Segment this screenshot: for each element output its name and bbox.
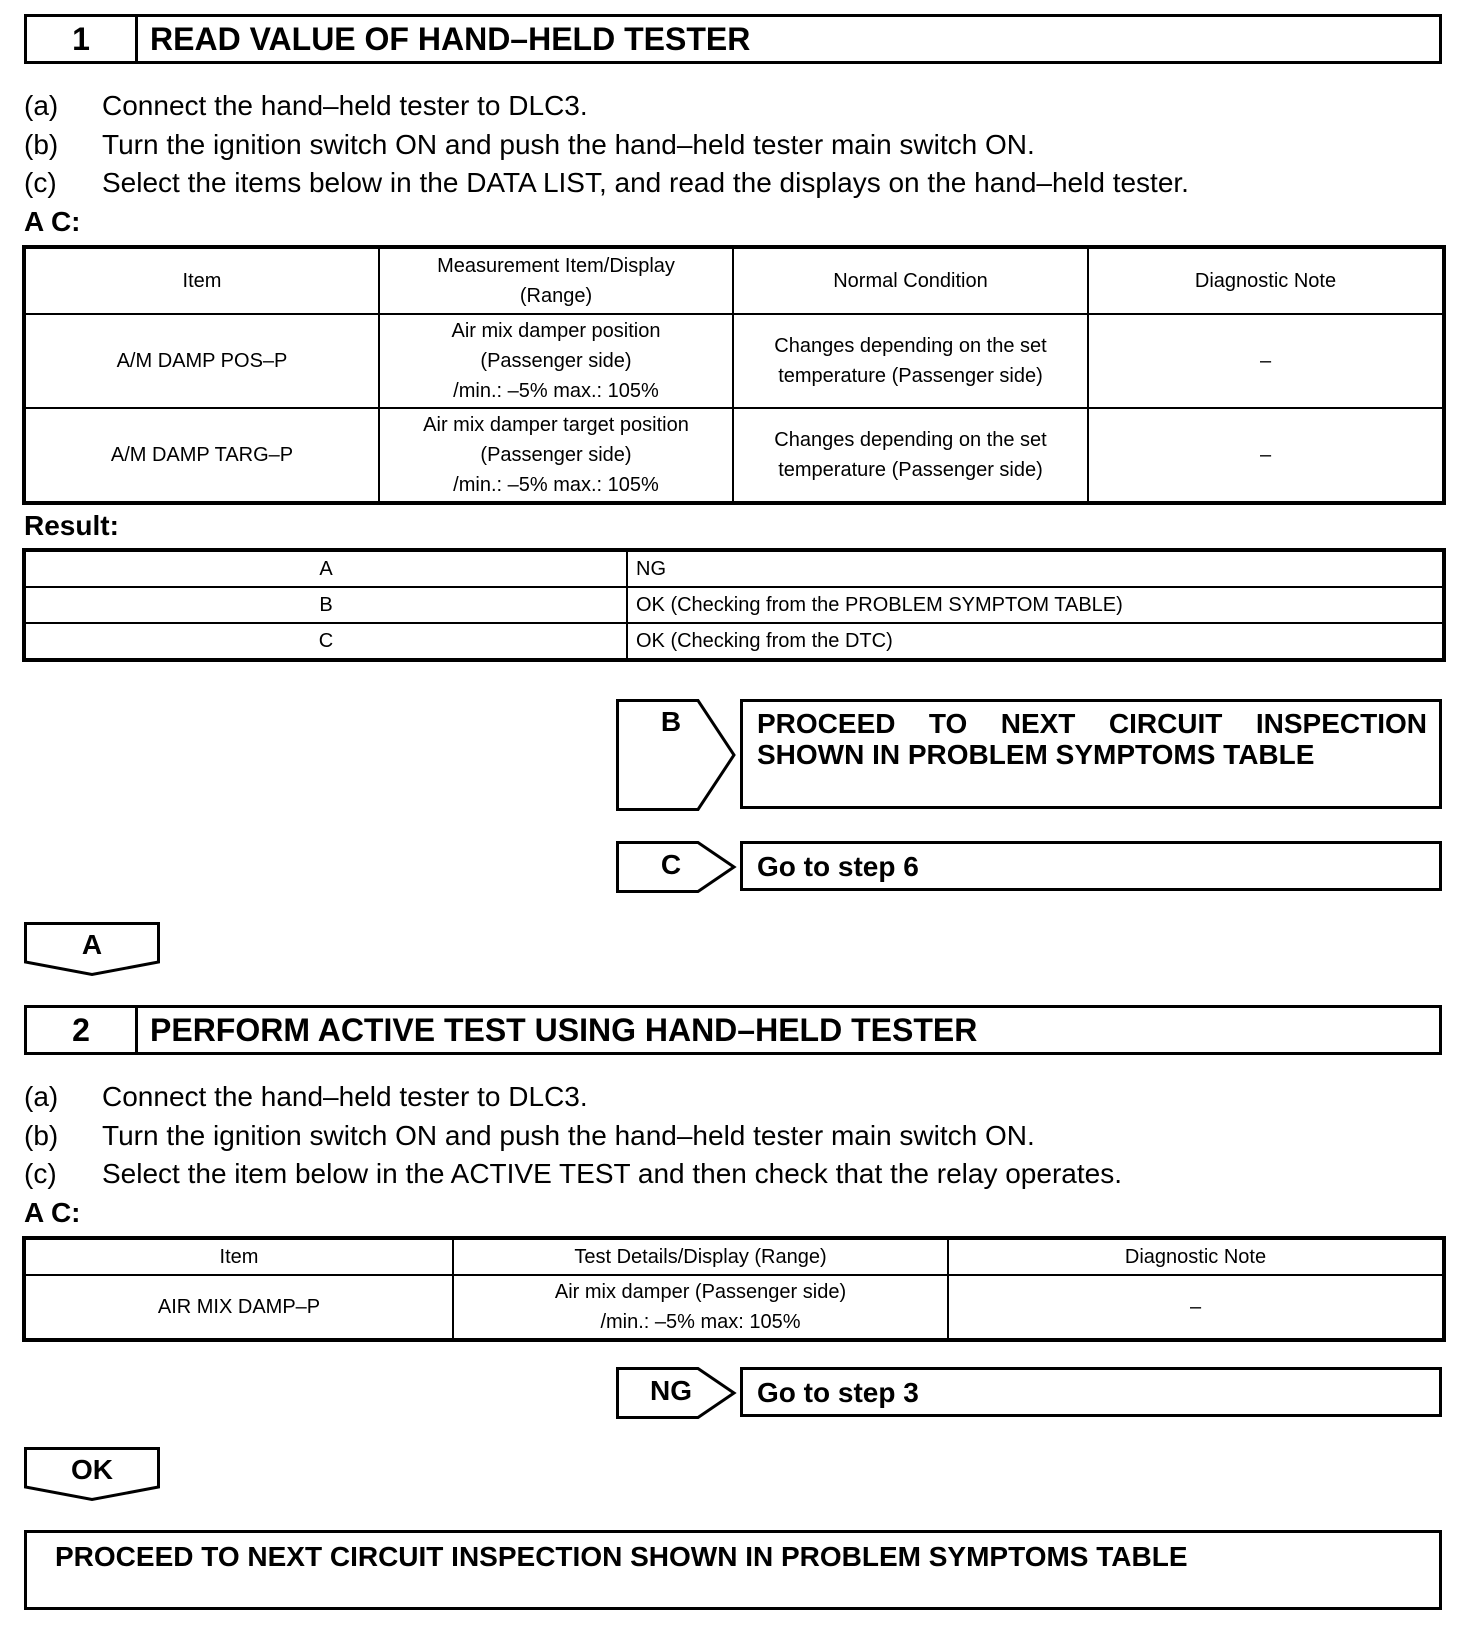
table-row <box>25 314 1443 408</box>
step-2-title: PERFORM ACTIVE TEST USING HAND–HELD TESTER <box>150 1011 978 1048</box>
step-2-header <box>24 1005 1442 1055</box>
step-2-instruction-a <box>24 1077 588 1117</box>
branch-b-label: B <box>660 706 682 737</box>
branch-c-label: C <box>660 849 682 880</box>
instruction-label: (a) <box>24 90 59 121</box>
word: CIRCUIT <box>1108 708 1223 739</box>
step-1-number: 1 <box>27 17 138 61</box>
item-cell: A/M DAMP TARG–P <box>25 408 379 502</box>
details-cell <box>453 1275 948 1339</box>
step-2-instruction-b <box>24 1116 1035 1156</box>
cell-line: /min.: –5% max: 105% <box>600 1311 801 1333</box>
branch-c-box <box>740 841 1442 891</box>
instruction-text: Select the items below in the DATA LIST, and read the displays on the hand–held tester. <box>102 167 1189 198</box>
cell-line: /min.: –5% max.: 105% <box>453 380 659 402</box>
cell-line: temperature (Passenger side) <box>778 365 1043 387</box>
continue-ok-label: OK <box>71 1454 113 1485</box>
word: NEXT <box>1000 708 1076 739</box>
table-row <box>25 408 1443 502</box>
result-description: NG <box>627 551 1443 587</box>
table-row <box>25 551 1443 587</box>
instruction-label: (c) <box>24 1158 57 1189</box>
word: PROCEED <box>757 708 896 739</box>
result-label: Result: <box>24 510 119 541</box>
cell-line: Changes depending on the set <box>774 335 1047 357</box>
step-1-header <box>24 14 1442 64</box>
instruction-label: (b) <box>24 129 59 160</box>
measurement-cell <box>379 408 733 502</box>
step-1-instruction-b <box>24 125 1035 165</box>
word: TO <box>928 708 968 739</box>
cell-line: (Passenger side) <box>480 350 632 372</box>
header-cell <box>379 248 733 314</box>
step-2-instruction-c <box>24 1154 1122 1194</box>
active-test-table <box>24 1238 1444 1340</box>
table-header-row <box>25 248 1443 314</box>
item-cell: AIR MIX DAMP–P <box>25 1275 453 1339</box>
result-code: B <box>25 587 627 623</box>
branch-ng-text: Go to step 3 <box>757 1377 919 1408</box>
cell-line: Changes depending on the set <box>774 429 1047 451</box>
header-cell: Item <box>25 1239 453 1275</box>
header-cell: Diagnostic Note <box>948 1239 1443 1275</box>
instruction-label: (c) <box>24 167 57 198</box>
instruction-text: Turn the ignition switch ON and push the hand–held tester main switch ON. <box>102 1120 1035 1151</box>
instruction-label: (b) <box>24 1120 59 1151</box>
step-1-title: READ VALUE OF HAND–HELD TESTER <box>150 20 751 57</box>
header-cell: Test Details/Display (Range) <box>453 1239 948 1275</box>
step-1-instruction-a <box>24 86 588 126</box>
header-cell: Diagnostic Note <box>1088 248 1443 314</box>
diagnostic-note-cell: – <box>948 1275 1443 1339</box>
measurement-cell <box>379 314 733 408</box>
table-row <box>25 587 1443 623</box>
step-1-ac-label: A C: <box>24 206 81 237</box>
diagnostic-note-cell: – <box>1088 314 1443 408</box>
branch-b-text <box>757 708 1427 770</box>
result-table <box>24 550 1444 660</box>
branch-ng-label: NG <box>650 1375 692 1406</box>
result-code: A <box>25 551 627 587</box>
normal-condition-cell <box>733 408 1088 502</box>
cell-line: Air mix damper (Passenger side) <box>554 1281 847 1303</box>
branch-b-box <box>740 699 1442 809</box>
result-description: OK (Checking from the PROBLEM SYMPTOM TABLE) <box>627 587 1443 623</box>
branch-b-line-1 <box>757 708 1427 739</box>
data-list-table <box>24 247 1444 503</box>
instruction-label: (a) <box>24 1081 59 1112</box>
result-code: C <box>25 623 627 659</box>
instruction-text: Connect the hand–held tester to DLC3. <box>102 90 588 121</box>
table-row <box>25 623 1443 659</box>
cell-line: (Passenger side) <box>480 444 632 466</box>
final-instruction-text: PROCEED TO NEXT CIRCUIT INSPECTION SHOWN IN PROBLEM SYMPTOMS TABLE <box>55 1541 1188 1572</box>
result-description: OK (Checking from the DTC) <box>627 623 1443 659</box>
step-2-ac-label: A C: <box>24 1197 81 1228</box>
diagnostic-note-cell: – <box>1088 408 1443 502</box>
word: INSPECTION <box>1255 708 1427 739</box>
branch-ng-box <box>740 1367 1442 1417</box>
cell-line: Air mix damper target position <box>423 414 689 436</box>
branch-c-text: Go to step 6 <box>757 851 919 882</box>
header-cell: Item <box>25 248 379 314</box>
header-line: Measurement Item/Display <box>437 255 675 277</box>
header-line: (Range) <box>519 285 593 307</box>
cell-line: Air mix damper position <box>451 320 661 342</box>
step-1-instruction-c <box>24 163 1189 203</box>
continue-a-label: A <box>81 929 103 960</box>
cell-line: temperature (Passenger side) <box>778 459 1043 481</box>
cell-line: /min.: –5% max.: 105% <box>453 474 659 496</box>
branch-b-line-2: SHOWN IN PROBLEM SYMPTOMS TABLE <box>757 739 1315 770</box>
step-2-number: 2 <box>27 1008 138 1052</box>
item-cell: A/M DAMP POS–P <box>25 314 379 408</box>
header-cell: Normal Condition <box>733 248 1088 314</box>
final-instruction-box <box>24 1530 1442 1610</box>
normal-condition-cell <box>733 314 1088 408</box>
table-header-row <box>25 1239 1443 1275</box>
instruction-text: Turn the ignition switch ON and push the hand–held tester main switch ON. <box>102 129 1035 160</box>
instruction-text: Select the item below in the ACTIVE TEST and then check that the relay operates. <box>102 1158 1122 1189</box>
instruction-text: Connect the hand–held tester to DLC3. <box>102 1081 588 1112</box>
table-row <box>25 1275 1443 1339</box>
